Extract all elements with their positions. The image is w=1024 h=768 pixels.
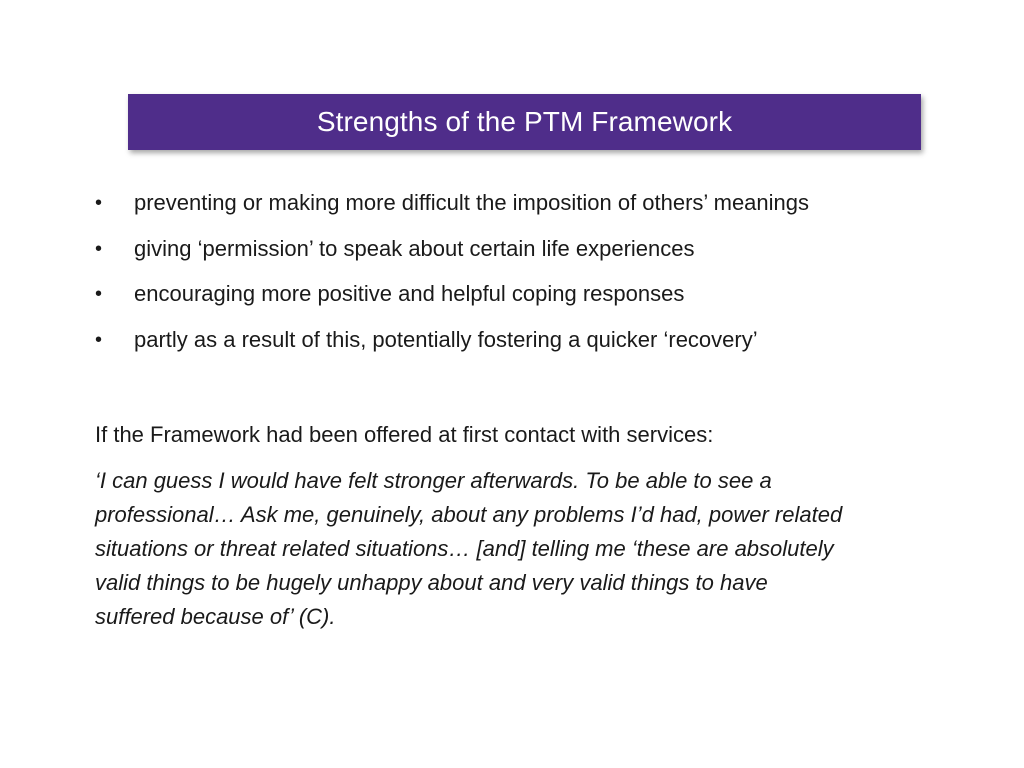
bullet-item — [95, 188, 995, 218]
bullet-text: preventing or making more difficult the imposition of others’ meanings — [134, 190, 810, 215]
bullet-icon: • — [95, 328, 103, 351]
slide-title: Strengths of the PTM Framework — [316, 106, 733, 137]
bullet-list — [95, 188, 995, 370]
bullet-item — [95, 279, 995, 309]
quote-line: valid things to be hugely unhappy about and very valid things to have — [95, 570, 768, 595]
intro-paragraph: If the Framework had been offered at first contact with services: — [95, 422, 714, 447]
quote-line: suffered because of’ (C). — [95, 604, 336, 629]
title-banner — [128, 94, 921, 150]
bullet-icon: • — [95, 283, 103, 305]
bullet-text: giving ‘permission’ to speak about certain life experiences — [134, 235, 695, 261]
quote-line: professional… Ask me, genuinely, about any problems I’d had, power related — [95, 502, 843, 527]
quote-line: situations or threat related situations… [and] telling me ‘these are absolutely — [95, 536, 834, 561]
bullet-icon: • — [95, 192, 103, 214]
quote-block — [95, 464, 995, 634]
bullet-item — [95, 325, 995, 355]
bullet-text: partly as a result of this, potentially fostering a quicker ‘recovery’ — [134, 326, 758, 352]
quote-line: ‘I can guess I would have felt stronger afterwards. To be able to see a — [95, 468, 772, 493]
bullet-item — [95, 234, 995, 264]
bullet-text: encouraging more positive and helpful coping responses — [134, 281, 685, 306]
bullet-icon: • — [95, 237, 103, 260]
